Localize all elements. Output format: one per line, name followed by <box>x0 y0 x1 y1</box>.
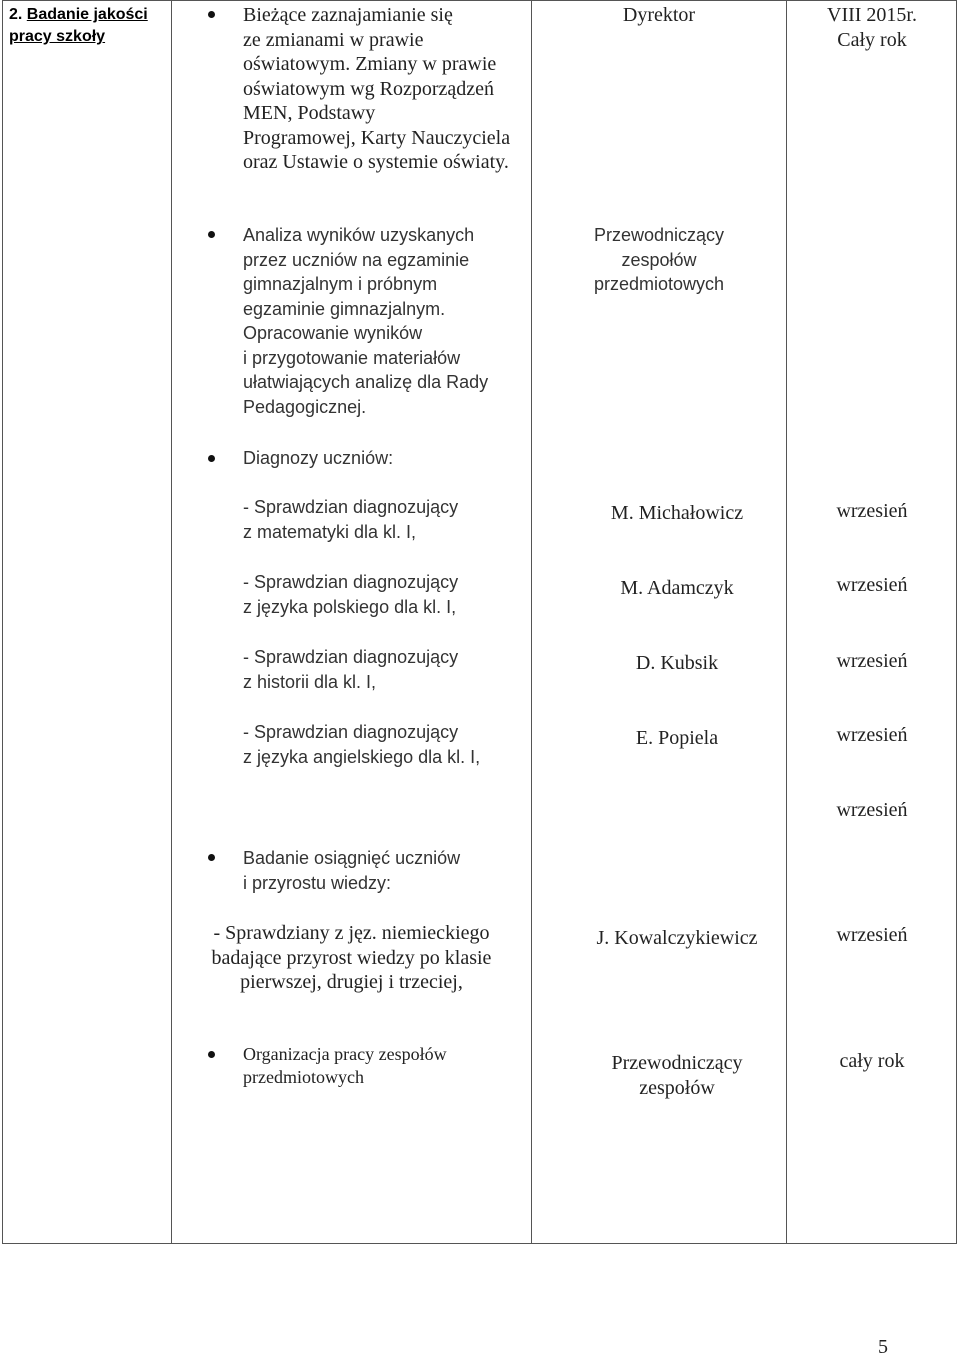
bullet-icon <box>208 231 215 238</box>
text-line: oświatowym. Zmiany w prawie <box>243 53 497 75</box>
term-date: wrzesień <box>836 724 908 746</box>
term-date: cały rok <box>839 1050 905 1072</box>
text-line: i przygotowanie materiałów <box>243 347 461 368</box>
responsible-person <box>532 1051 822 1100</box>
term-date: VIII 2015r. <box>827 4 917 26</box>
text-line: z matematyki dla kl. I, <box>243 521 417 542</box>
text-line: pierwszej, drugiej i trzeciej, <box>240 971 463 993</box>
column-divider <box>171 0 172 1244</box>
text-line: zespołów <box>621 249 697 270</box>
text-line: - Sprawdzian diagnozujący <box>243 497 459 517</box>
text-line: z języka polskiego dla kl. I, <box>243 596 457 617</box>
bullet-icon <box>208 455 215 462</box>
term-date: wrzesień <box>836 574 908 596</box>
bullet-icon <box>208 11 215 18</box>
text-line: ze zmianami w prawie <box>243 28 424 51</box>
text-line: oświatowym wg Rozporządzeń <box>243 77 495 100</box>
text-line: Przewodniczący <box>593 225 725 245</box>
section-label <box>9 4 169 48</box>
diagnostic-test <box>243 570 458 619</box>
text-line: Przewodniczący <box>611 1052 743 1074</box>
text-line: - Sprawdziany z jęz. niemieckiego <box>213 922 490 944</box>
term-date: Cały rok <box>837 28 907 51</box>
term-date: wrzesień <box>836 500 908 522</box>
task-description <box>243 846 460 895</box>
text-line: gimnazjalnym i próbnym <box>243 274 438 294</box>
section-number: 2. <box>9 6 23 23</box>
diagnostic-test <box>243 645 458 694</box>
text-line: Organizacja pracy zespołów <box>243 1044 447 1064</box>
task-description <box>243 3 510 175</box>
text-line: - Sprawdzian diagnozujący <box>243 722 459 742</box>
text-line: Opracowanie wyników <box>243 323 423 343</box>
text-line: z języka angielskiego dla kl. I, <box>243 746 481 767</box>
responsible-person: E. Popiela <box>635 727 719 749</box>
text-line: Badanie osiągnięć uczniów <box>243 848 461 868</box>
text-line: z historii dla kl. I, <box>243 671 377 692</box>
section-title-line: Badanie jakości <box>26 6 148 23</box>
responsible-person <box>514 223 804 297</box>
text-line: Programowej, Karty Nauczyciela <box>243 126 511 149</box>
task-description <box>243 1043 447 1089</box>
text-line: - Sprawdzian diagnozujący <box>243 572 459 592</box>
term-date: wrzesień <box>836 924 908 946</box>
responsible-person: D. Kubsik <box>635 652 719 674</box>
responsible-person: M. Michałowicz <box>610 502 744 524</box>
text-line: ułatwiających analizę dla Rady <box>243 372 489 392</box>
text-line: przedmiotowych <box>593 274 725 294</box>
text-line: egzaminie gimnazjalnym. <box>243 298 446 319</box>
text-line: MEN, Podstawy <box>243 102 376 124</box>
text-line: Pedagogicznej. <box>243 396 367 417</box>
diagnostic-test <box>243 720 480 769</box>
page-number: 5 <box>878 1336 888 1358</box>
text-line: przez uczniów na egzaminie <box>243 249 470 270</box>
term-cell <box>787 3 957 52</box>
text-line: i przyrostu wiedzy: <box>243 872 392 893</box>
text-line: zespołów <box>639 1076 715 1099</box>
text-line: badające przyrost wiedzy po klasie <box>211 946 492 969</box>
diagnoses-heading: Diagnozy uczniów: <box>243 448 394 468</box>
task-description <box>243 223 488 419</box>
term-date: wrzesień <box>836 650 908 672</box>
bullet-icon <box>208 1051 215 1058</box>
section-title-line: pracy szkoły <box>9 28 106 45</box>
diagnostic-test <box>243 495 458 544</box>
text-line: przedmiotowych <box>243 1067 364 1087</box>
responsible-person: J. Kowalczykiewicz <box>596 927 758 949</box>
term-date: wrzesień <box>836 799 908 821</box>
text-line: - Sprawdzian diagnozujący <box>243 647 459 667</box>
text-line: oraz Ustawie o systemie oświaty. <box>243 151 509 173</box>
responsible-person: M. Adamczyk <box>620 577 734 599</box>
text-line: Analiza wyników uzyskanych <box>243 225 475 245</box>
task-description <box>172 921 531 995</box>
responsible-person: Dyrektor <box>622 4 696 26</box>
bullet-icon <box>208 854 215 861</box>
text-line: Bieżące zaznajamianie się <box>243 4 453 26</box>
